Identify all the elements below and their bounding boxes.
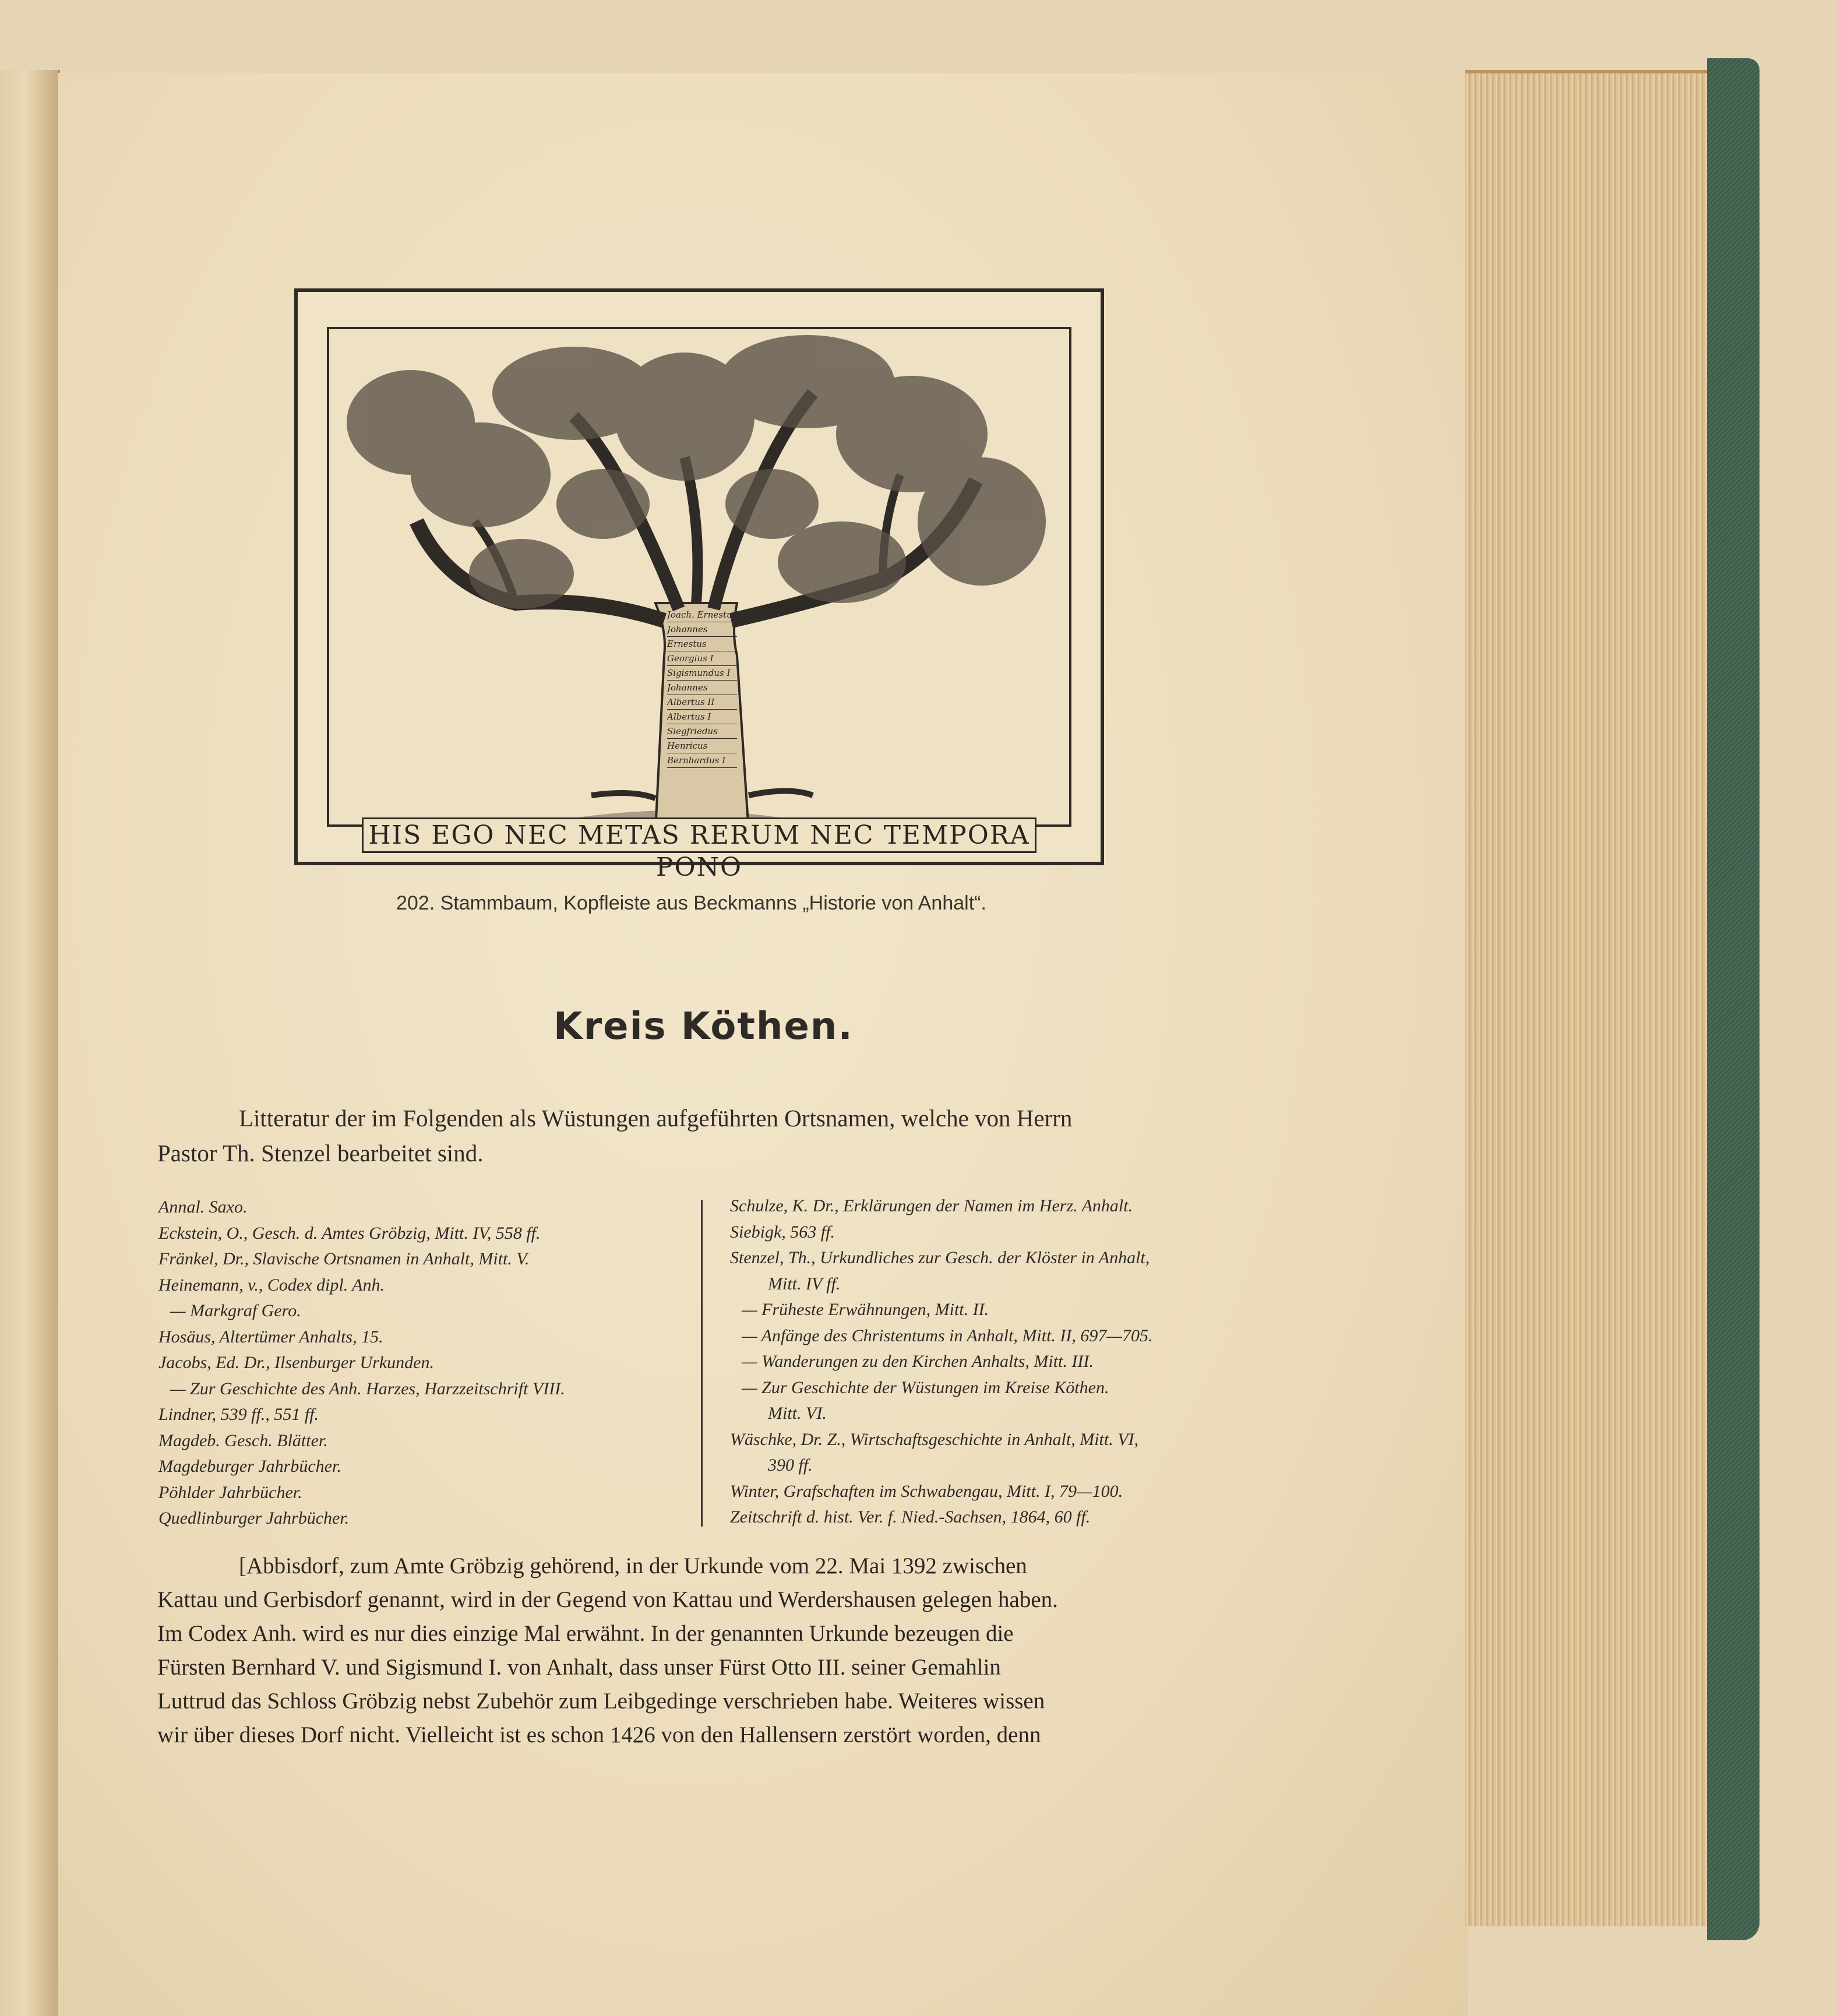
intro-line-1: Litteratur der im Folgenden als Wüstungen aufgeführten Ortsnamen, welche von Herrn xyxy=(239,1105,1073,1132)
trunk-name: Bernhardus I xyxy=(667,753,737,768)
trunk-name: Siegfriedus xyxy=(667,724,737,739)
trunk-name: Albertus II xyxy=(667,695,737,710)
reference-item: Magdeburger Jahrbücher. xyxy=(158,1457,341,1476)
book-cover-green xyxy=(1707,58,1760,1940)
body-line: Fürsten Bernhard V. und Sigismund I. von Anhalt, dass unser Fürst Otto III. seiner Gemahlin xyxy=(157,1655,1001,1680)
trunk-name: Johannes xyxy=(667,622,737,637)
figure-caption: 202. Stammbaum, Kopfleiste aus Beckmanns „Historie von Anhalt“. xyxy=(396,892,986,914)
reference-item: Eckstein, O., Gesch. d. Amtes Gröbzig, Mitt. IV, 558 ff. xyxy=(158,1223,541,1243)
reference-item: Quedlinburger Jahrbücher. xyxy=(158,1509,350,1528)
reference-item: Mitt. VI. xyxy=(768,1404,827,1423)
reference-item: Magdeb. Gesch. Blätter. xyxy=(158,1430,328,1450)
reference-item: — Zur Geschichte der Wüstungen im Kreise Köthen. xyxy=(742,1377,1109,1397)
trunk-name: Albertus I xyxy=(667,710,737,724)
body-line: Kattau und Gerbisdorf genannt, wird in der Gegend von Kattau und Werdershausen gelegen haben. xyxy=(157,1587,1058,1612)
trunk-name: Johannes xyxy=(667,681,737,695)
body-line: Im Codex Anh. wird es nur dies einzige Mal erwähnt. In der genannten Urkunde bezeugen die xyxy=(157,1621,1014,1646)
reference-item: — Wanderungen zu den Kirchen Anhalts, Mitt. III. xyxy=(742,1352,1094,1371)
reference-item: Schulze, K. Dr., Erklärungen der Namen im Herz. Anhalt. xyxy=(730,1196,1133,1215)
reference-item: — Zur Geschichte des Anh. Harzes, Harzzeitschrift VIII. xyxy=(170,1379,565,1398)
trunk-name: Joach. Ernestus xyxy=(667,608,737,622)
reference-item: 390 ff. xyxy=(768,1455,813,1475)
page-stack-edges xyxy=(1465,70,1710,1926)
column-divider xyxy=(701,1200,703,1527)
trunk-name: Georgius I xyxy=(667,651,737,666)
reference-item: Mitt. IV ff. xyxy=(768,1274,841,1294)
body-line: wir über dieses Dorf nicht. Vielleicht ist es schon 1426 von den Hallensern zerstört worden, denn xyxy=(157,1722,1041,1747)
reference-item: Stenzel, Th., Urkundliches zur Gesch. der Klöster in Anhalt, xyxy=(730,1248,1150,1267)
reference-item: Lindner, 539 ff., 551 ff. xyxy=(158,1405,319,1424)
page-title: Kreis Köthen. xyxy=(553,1005,854,1048)
reference-item: Hosäus, Altertümer Anhalts, 15. xyxy=(158,1327,383,1347)
reference-item: — Anfänge des Christentums in Anhalt, Mitt. II, 697—705. xyxy=(742,1326,1153,1345)
body-line: [Abbisdorf, zum Amte Gröbzig gehörend, in der Urkunde vom 22. Mai 1392 zwischen xyxy=(239,1553,1027,1578)
reference-item: — Früheste Erwähnungen, Mitt. II. xyxy=(742,1300,989,1319)
reference-item: Fränkel, Dr., Slavische Ortsnamen in Anhalt, Mitt. V. xyxy=(158,1249,530,1268)
left-page-edge xyxy=(0,70,60,2016)
reference-item: Zeitschrift d. hist. Ver. f. Nied.-Sachsen, 1864, 60 ff. xyxy=(730,1507,1091,1527)
reference-item: Heinemann, v., Codex dipl. Anh. xyxy=(158,1275,385,1295)
trunk-name: Ernestus xyxy=(667,637,737,651)
reference-item: Jacobs, Ed. Dr., Ilsenburger Urkunden. xyxy=(158,1353,434,1372)
reference-item: Pöhlder Jahrbücher. xyxy=(158,1482,302,1502)
reference-item: Siebigk, 563 ff. xyxy=(730,1222,835,1242)
illustration-inner-frame xyxy=(327,327,1071,827)
intro-line-2: Pastor Th. Stenzel bearbeitet sind. xyxy=(157,1140,484,1166)
family-tree-illustration xyxy=(294,288,1104,882)
body-line: Luttrud das Schloss Gröbzig nebst Zubehör zum Leibgedinge verschrieben habe. Weiteres wissen xyxy=(157,1689,1045,1714)
trunk-name: Henricus xyxy=(667,739,737,753)
reference-item: — Markgraf Gero. xyxy=(170,1301,301,1320)
illustration-motto: HIS EGO NEC METAS RERUM NEC TEMPORA PONO xyxy=(362,817,1036,853)
trunk-name: Sigismundus I xyxy=(667,666,737,681)
reference-item: Wäschke, Dr. Z., Wirtschaftsgeschichte in Anhalt, Mitt. VI, xyxy=(730,1429,1139,1449)
reference-item: Winter, Grafschaften im Schwabengau, Mitt. I, 79—100. xyxy=(730,1481,1123,1501)
reference-item: Annal. Saxo. xyxy=(158,1197,248,1217)
trunk-name-list xyxy=(667,608,737,768)
